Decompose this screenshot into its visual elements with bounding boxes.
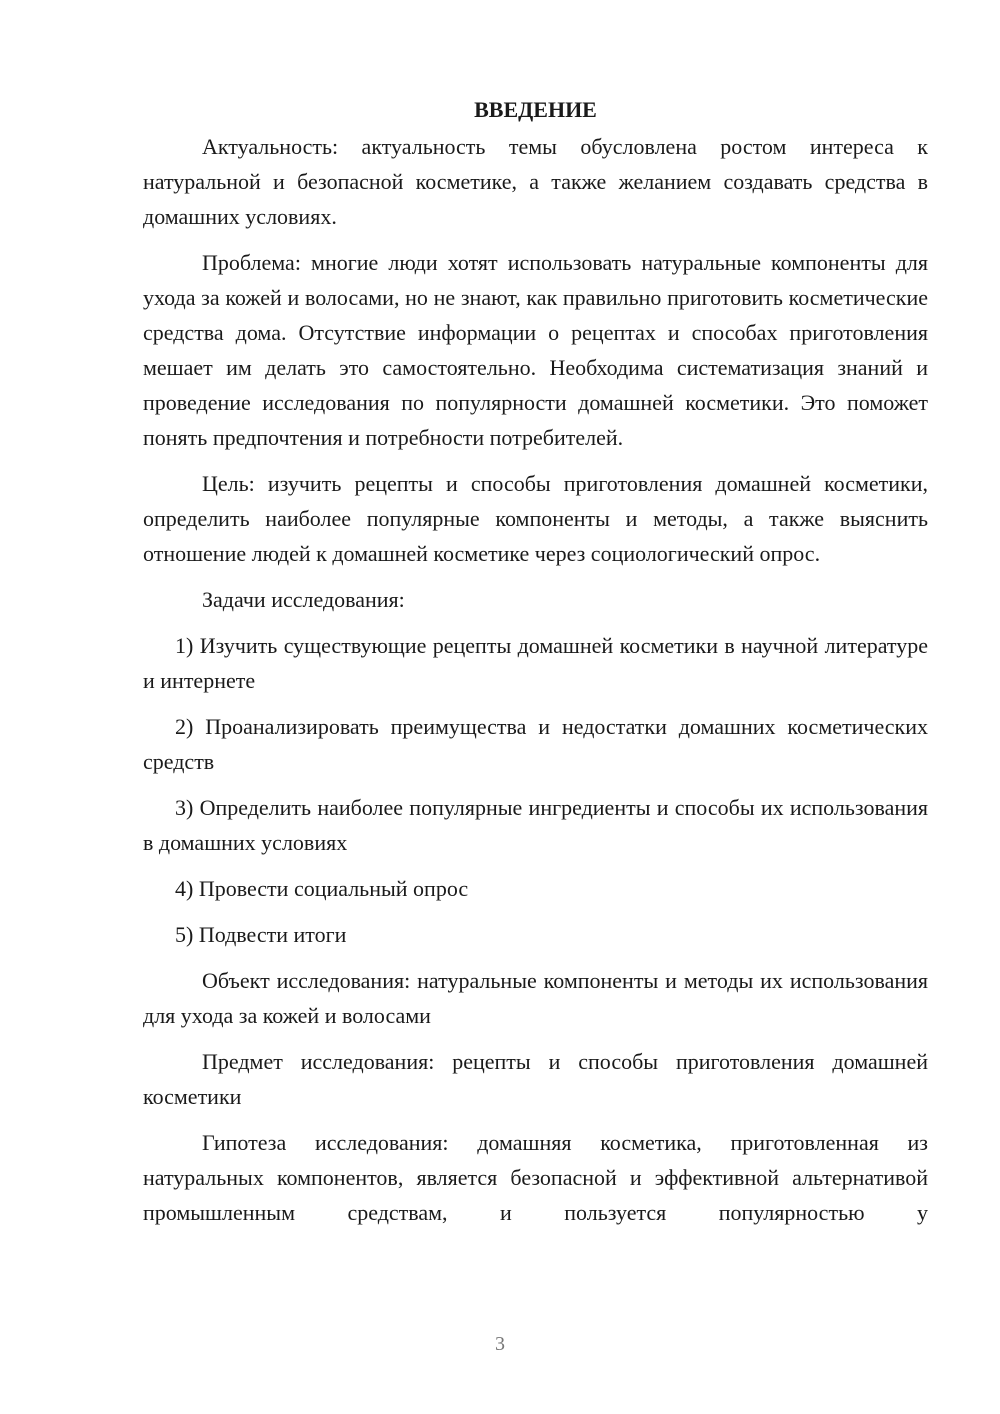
page-content (143, 92, 928, 1241)
page-title: ВВЕДЕНИЕ (474, 97, 597, 122)
task-item-4: 4) Провести социальный опрос (175, 876, 469, 901)
relevance-paragraph: Актуальность: актуальность темы обусловлена ростом интереса к натуральной и безопасной косметике, а также желанием создавать средства в домашних условиях. (143, 134, 928, 229)
task-item-5: 5) Подвести итоги (175, 922, 347, 947)
page-number: 3 (495, 1333, 505, 1355)
task-item-1: 1) Изучить существующие рецепты домашней косметики в научной литературе и интернете (143, 633, 928, 693)
object-paragraph: Объект исследования: натуральные компоненты и методы их использования для ухода за кожей и волосами (143, 968, 928, 1028)
task-item-2: 2) Проанализировать преимущества и недостатки домашних косметических средств (143, 714, 928, 774)
hypothesis-paragraph: Гипотеза исследования: домашняя косметика, приготовленная из натуральных компонентов, является безопасной и эффективной альтернативой промышленным средствам, и пользуется популярностью у (143, 1130, 928, 1225)
subject-paragraph: Предмет исследования: рецепты и способы приготовления домашней косметики (143, 1049, 928, 1109)
tasks-heading: Задачи исследования: (202, 587, 405, 612)
problem-paragraph: Проблема: многие люди хотят использовать натуральные компоненты для ухода за кожей и волосами, но не знают, как правильно приготовить косметические средства дома. Отсутствие информации о рецептах и способах приготовления мешает им делать это самостоятельно. Необходима систематизация знаний и проведение исследования по популярности домашней косметики. Это поможет понять предпочтения и потребности потребителей. (143, 250, 928, 450)
goal-paragraph: Цель: изучить рецепты и способы приготовления домашней косметики, определить наиболее популярные компоненты и методы, а также выяснить отношение людей к домашней косметике через социологический опрос. (143, 471, 928, 566)
task-item-3: 3) Определить наиболее популярные ингредиенты и способы их использования в домашних условиях (143, 795, 928, 855)
